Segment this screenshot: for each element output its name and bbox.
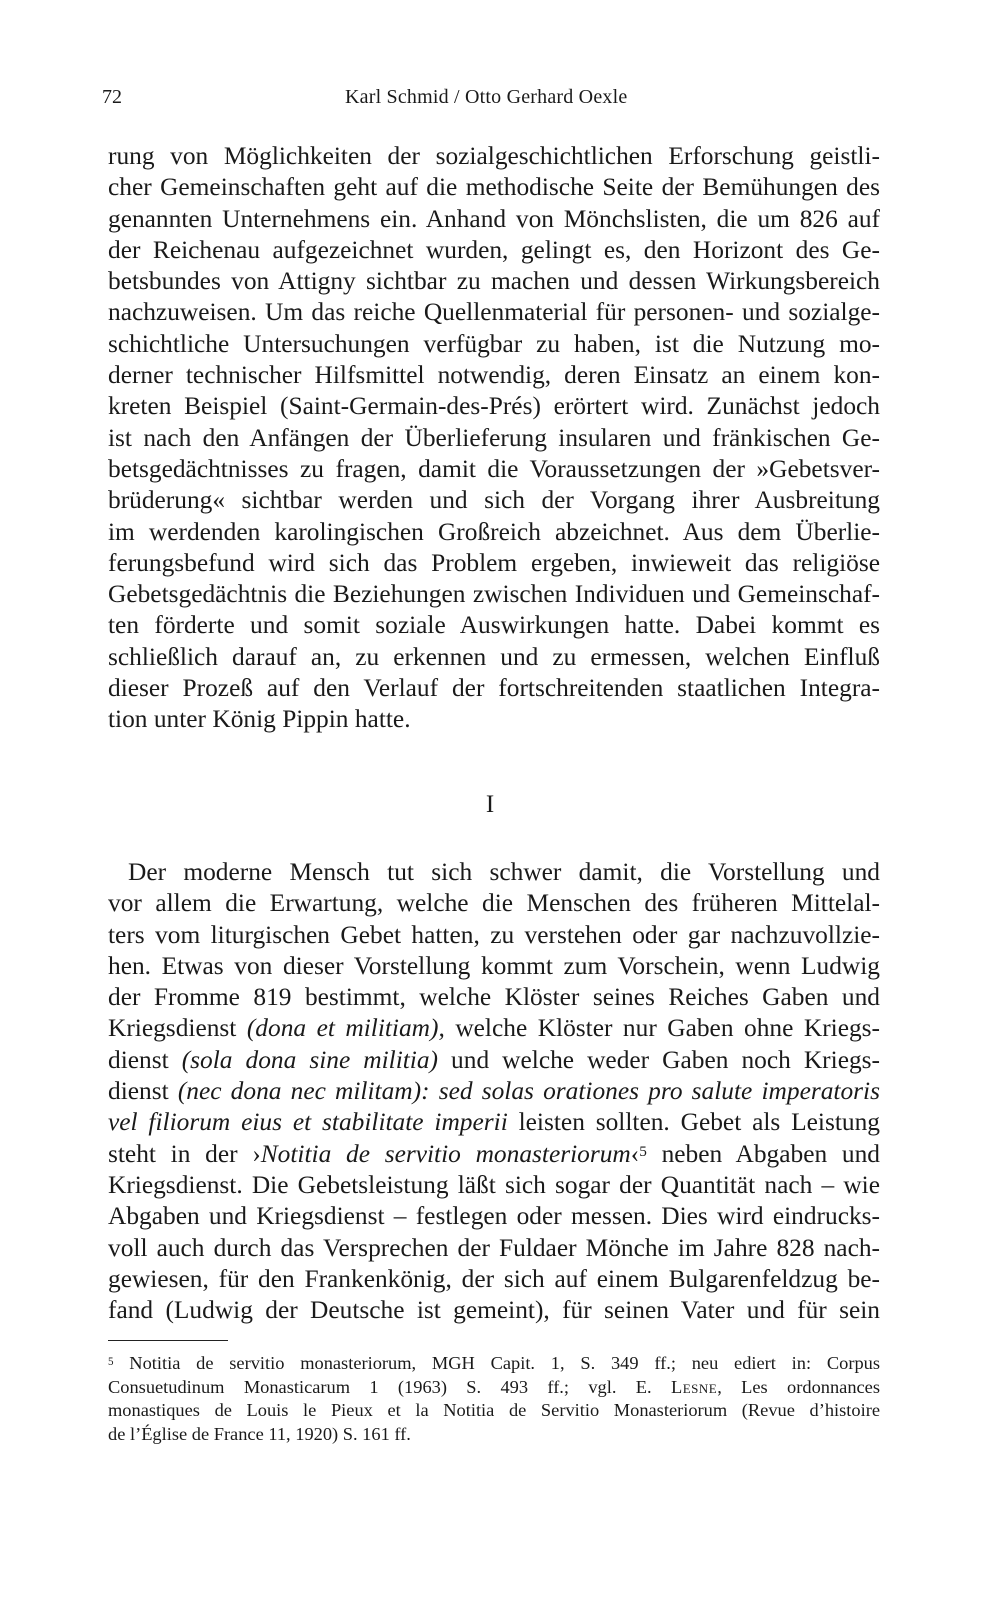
text-line: betsgedächtnisses zu fragen, damit die Voraussetzungen der »Gebetsver-: [108, 454, 880, 483]
text-line: brüderung« sichtbar werden und sich der Vorgang ihrer Ausbreitung: [108, 486, 880, 515]
text-line: cher Gemeinschaften geht auf die methodische Seite der Bemühungen des: [108, 173, 880, 202]
footnote-line: monastiques de Louis le Pieux et la Notitia de Servitio Monasteriorum (Revue d’histoire: [108, 1400, 880, 1421]
text-run: Consuetudinum Monasticarum 1 (1963) S. 493 ff.; vgl. E.: [108, 1376, 671, 1397]
text-line: Der moderne Mensch tut sich schwer damit, die Vorstellung und: [128, 858, 880, 886]
text-line: [108, 1107, 880, 1138]
text-line: rung von Möglichkeiten der sozialgeschichtlichen Erforschung geistli-: [108, 142, 880, 170]
footnote-reference[interactable]: 5: [639, 1143, 647, 1161]
text-line: tion unter König Pippin hatte.: [108, 705, 411, 734]
text-line: genannten Unternehmens ein. Anhand von Mönchslisten, die um 826 auf: [108, 204, 880, 233]
text-line: ters vom liturgischen Gebet hatten, zu verstehen oder gar nachzuvollzie-: [108, 920, 880, 949]
latin-quote: vel filiorum eius et stabilitate imperii: [108, 1108, 508, 1137]
latin-title: Notitia de servitio monasteriorum: [260, 1139, 631, 1168]
footnote: [108, 1352, 880, 1446]
text-line: [108, 1139, 880, 1170]
text-line: betsbundes von Attigny sichtbar zu machen und dessen Wirkungsbereich: [108, 267, 880, 296]
text-line: Gebetsgedächtnis die Beziehungen zwischen Individuen und Gemeinschaf-: [108, 580, 880, 609]
text-line: kreten Beispiel (Saint-Germain-des-Prés) erörtert wird. Zunächst jedoch: [108, 392, 880, 421]
text-run: , Les ordonnances: [717, 1376, 880, 1397]
text-line: [108, 1045, 880, 1076]
text-line: gewiesen, für den Frankenkönig, der sich auf einem Bulgarenfeldzug be-: [108, 1264, 880, 1293]
text-run: leisten sollten. Gebet als Leistung: [507, 1108, 880, 1137]
text-run: Notitia de servitio monasteriorum, MGH Capit. 1, S. 349 ff.; neu ediert in: Corpus: [113, 1353, 880, 1373]
text-line: schichtliche Untersuchungen verfügbar zu haben, ist die Nutzung mo-: [108, 329, 880, 358]
text-line: nachzuweisen. Um das reiche Quellenmaterial für personen- und sozialge-: [108, 298, 880, 327]
text-line: der Reichenau aufgezeichnet wurden, gelingt es, den Horizont des Ge-: [108, 235, 880, 264]
text-line: fand (Ludwig der Deutsche ist gemeint), für seinen Vater und für sein: [108, 1296, 880, 1325]
footnote-line: [108, 1376, 880, 1400]
text-line: ist nach den Anfängen der Überlieferung insularen und fränkischen Ge-: [108, 423, 880, 452]
page-number: 72: [102, 86, 122, 108]
text-line: voll auch durch das Versprechen der Fuldaer Mönche im Jahre 828 nach-: [108, 1233, 880, 1262]
latin-quote: (nec dona nec militam): sed solas orationes pro salute imperatoris: [177, 1077, 880, 1106]
footnote-line: [108, 1352, 880, 1376]
text-line: [108, 1076, 880, 1107]
author-name: Lesne: [670, 1376, 718, 1397]
text-line: schließlich darauf an, zu erkennen und zu ermessen, welchen Einfluß: [108, 642, 880, 671]
text-line: Abgaben und Kriegsdienst – festlegen oder messen. Dies wird eindrucks-: [108, 1202, 880, 1231]
latin-quote: (dona et militiam),: [246, 1014, 445, 1043]
running-head: Karl Schmid / Otto Gerhard Oexle: [345, 86, 628, 108]
text-line: im werdenden karolingischen Großreich abzeichnet. Aus dem Überlie-: [108, 517, 880, 546]
text-run: steht in der ›: [108, 1139, 261, 1168]
text-run: neben Abgaben und: [646, 1139, 880, 1168]
intro-paragraph: [108, 141, 880, 736]
section-heading: I: [485, 791, 495, 818]
text-run: ‹: [630, 1139, 640, 1168]
text-run: dienst: [108, 1077, 178, 1106]
section-paragraph: [108, 857, 880, 1326]
text-line: hen. Etwas von dieser Vorstellung kommt zum Vorschein, wenn Ludwig: [108, 951, 880, 980]
text-line: vor allem die Erwartung, welche die Menschen des früheren Mittelal-: [108, 889, 880, 918]
text-run: Kriegsdienst: [108, 1014, 247, 1043]
text-run: dienst: [108, 1045, 182, 1074]
text-line: der Fromme 819 bestimmt, welche Klöster seines Reiches Gaben und: [108, 983, 880, 1012]
text-line: ferungsbefund wird sich das Problem ergeben, inwieweit das religiöse: [108, 548, 880, 577]
text-run: welche Klöster nur Gaben ohne Kriegs-: [444, 1014, 881, 1043]
latin-quote: (sola dona sine militia): [181, 1045, 439, 1074]
text-run: und welche weder Gaben noch Kriegs-: [438, 1045, 880, 1074]
text-line: derner technischer Hilfsmittel notwendig, deren Einsatz an einem kon-: [108, 361, 880, 390]
text-line: ten förderte und somit soziale Auswirkungen hatte. Dabei kommt es: [108, 611, 880, 640]
footnote-divider: [108, 1340, 228, 1341]
text-line: [108, 1013, 880, 1044]
text-line: Kriegsdienst. Die Gebetsleistung läßt sich sogar der Quantität nach – wie: [108, 1170, 880, 1199]
footnote-marker: 5: [108, 1356, 114, 1369]
text-line: dieser Prozeß auf den Verlauf der fortschreitenden staatlichen Integra-: [108, 674, 880, 703]
footnote-line: de l’Église de France 11, 1920) S. 161 ff.: [108, 1423, 411, 1444]
